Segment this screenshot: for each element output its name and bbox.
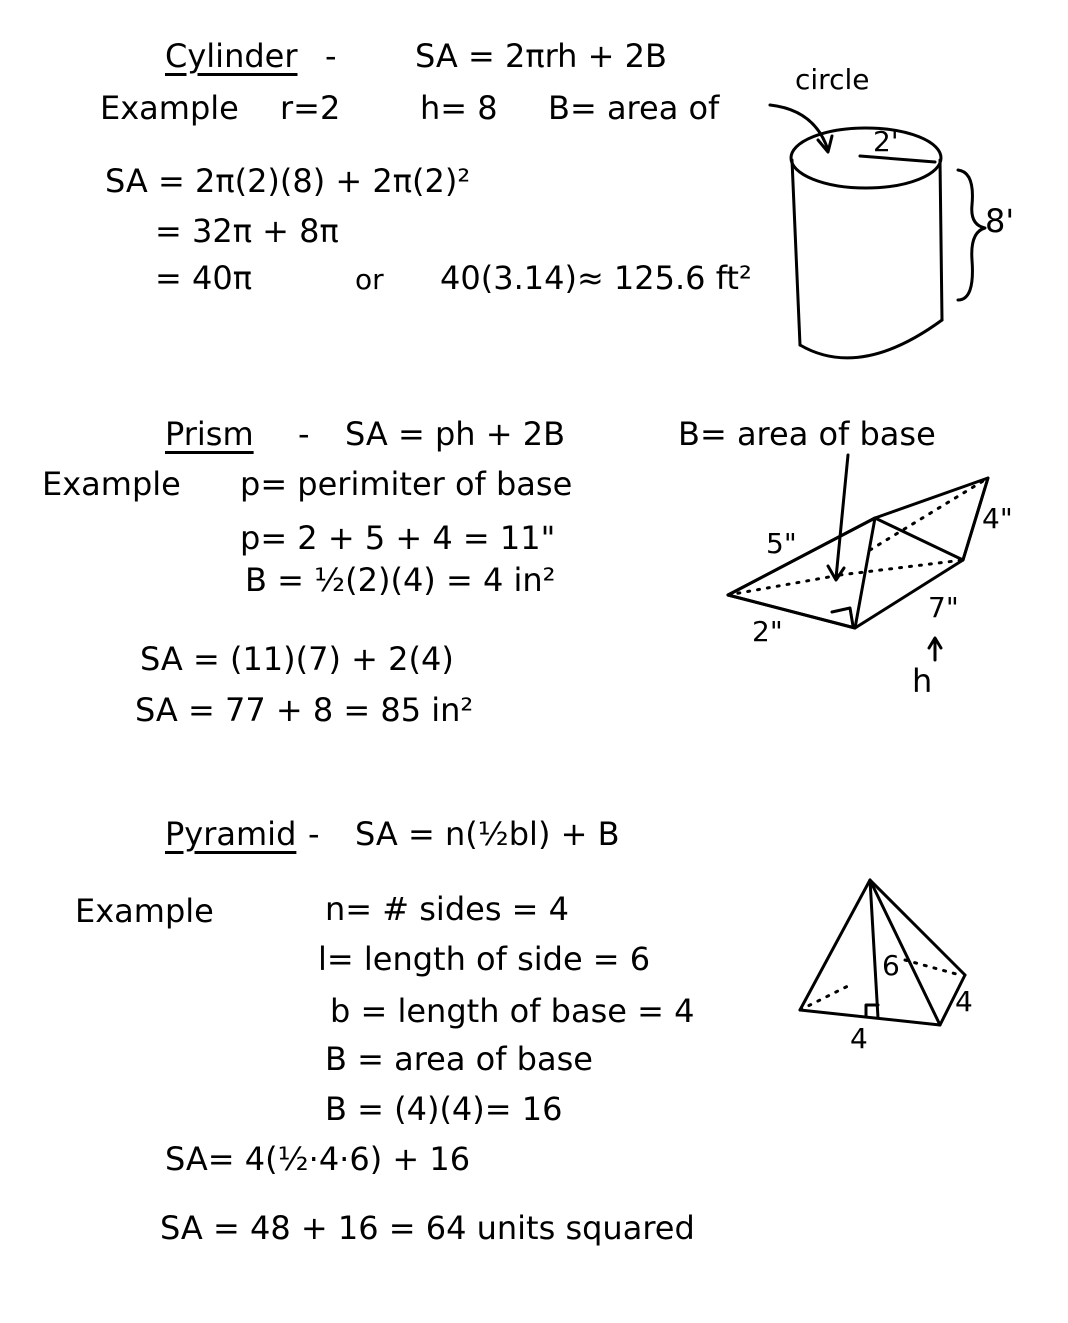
radius-label: 2' [873,125,899,158]
prism-label-h: h [912,662,933,700]
dash: - [298,415,310,453]
or-label: or [355,263,384,296]
prism-sa-step-2: SA = 77 + 8 = 85 in² [135,691,474,729]
cylinder-approx: 40(3.14)≈ 125.6 ft² [440,259,752,297]
B-definition: B = area of base [325,1040,593,1078]
cylinder-step-3: = 40π [155,259,252,297]
prism-diagram [728,455,988,660]
base-definition: B= area of [548,89,720,127]
cylinder-step-2: = 32π + 8π [155,212,339,250]
height-value: h= 8 [420,89,498,127]
height-brace [958,170,985,300]
example-label: Example [75,892,214,930]
prism-label-4: 4" [982,502,1013,535]
prism-formula: SA = ph + 2B [345,415,566,453]
cylinder-diagram [770,105,985,358]
prism-base-definition: B= area of base [678,415,936,453]
base-area-calc: B = ½(2)(4) = 4 in² [245,561,556,599]
prism-label-5: 5" [766,527,797,560]
radius-value: r=2 [280,89,341,127]
pyramid-formula: SA = n(½bl) + B [355,815,620,853]
B-calc: B = (4)(4)= 16 [325,1090,563,1128]
pyramid-diagram [800,880,965,1025]
dash: - [308,815,320,853]
perimeter-definition: p= perimiter of base [240,465,573,503]
l-definition: l= length of side = 6 [318,940,651,978]
pyramid-label-6: 6 [882,949,900,982]
prism-label-7: 7" [928,591,959,624]
prism-label-2: 2" [752,615,783,648]
cylinder-formula: SA = 2πrh + 2B [415,37,667,75]
circle-label: circle [795,63,870,96]
n-definition: n= # sides = 4 [325,890,569,928]
pyramid-label-4-side: 4 [955,985,973,1018]
prism-sa-step-1: SA = (11)(7) + 2(4) [140,640,454,678]
dash: - [325,37,337,75]
perimeter-calc: p= 2 + 5 + 4 = 11" [240,519,556,557]
cylinder-title: Cylinder [165,37,298,75]
example-label: Example [100,89,239,127]
pyramid-sa-step-1: SA= 4(½·4·6) + 16 [165,1140,471,1178]
pyramid-sa-step-2: SA = 48 + 16 = 64 units squared [160,1209,695,1247]
prism-title: Prism [165,415,254,453]
pyramid-label-4-base: 4 [850,1022,868,1055]
cylinder-step-1: SA = 2π(2)(8) + 2π(2)² [105,162,471,200]
height-label: 8' [985,202,1015,240]
b-definition: b = length of base = 4 [330,992,695,1030]
example-label: Example [42,465,181,503]
pyramid-title: Pyramid [165,815,297,853]
